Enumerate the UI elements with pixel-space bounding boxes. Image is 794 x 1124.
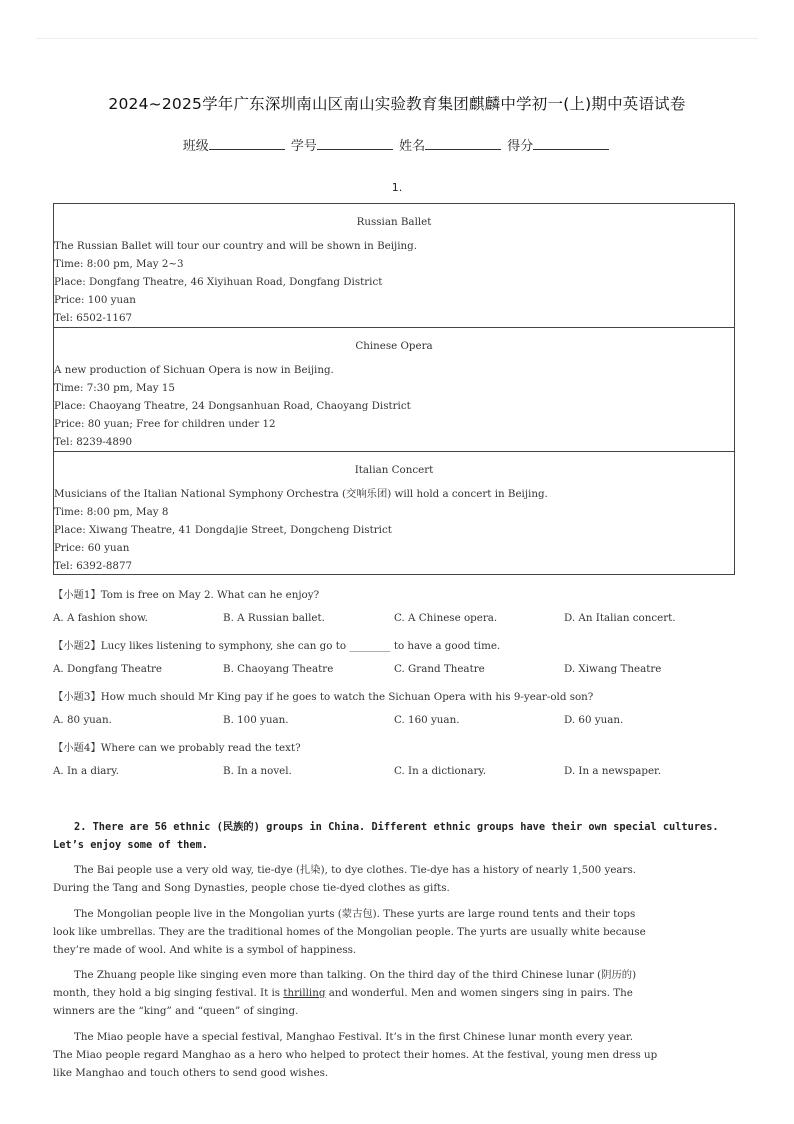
passage-paragraph-mongolian (53, 905, 741, 959)
ad-line: Place: Dongfang Theatre, 46 Xiyihuan Road, Dongfang District (54, 276, 383, 288)
passage-text: and wonderful. Men and women singers sing in pairs. The (325, 987, 633, 999)
subquestion-1-stem: 【小题1】Tom is free on May 2. What can he enjoy? (53, 589, 320, 601)
class-label: 班级 (182, 139, 209, 154)
ad-line: Price: 80 yuan; Free for children under 12 (54, 418, 276, 430)
question-2-header (53, 818, 743, 854)
question-2-header-line: 2. There are 56 ethnic (民族的) groups in China. Different ethnic groups have their own special cultures. (74, 821, 719, 833)
ad-line: The Russian Ballet will tour our country and will be shown in Beijing. (54, 240, 418, 252)
ad-line: Place: Chaoyang Theatre, 24 Dongsanhuan Road, Chaoyang District (54, 400, 411, 412)
ad-russian-ballet (54, 204, 735, 328)
passage-line (53, 984, 741, 1002)
passage-line: The Zhuang people like singing even more than talking. On the third day of the third Chinese lunar (阴历的) (74, 969, 637, 981)
passage-line: The Miao people have a special festival, Manghao Festival. It’s in the first Chinese lunar month every year. (74, 1031, 633, 1043)
passage-text: month, they hold a big singing festival. It is (53, 987, 284, 999)
ad-title: Russian Ballet (356, 216, 432, 228)
subquestion-3-option-d[interactable]: D. 60 yuan. (564, 714, 624, 726)
subquestion-2-option-c[interactable]: C. Grand Theatre (394, 663, 485, 675)
student-id-blank[interactable] (317, 137, 393, 150)
subquestion-3-stem: 【小题3】How much should Mr King pay if he goes to watch the Sichuan Opera with his 9-year-old son? (53, 691, 594, 703)
ad-chinese-opera (54, 328, 735, 452)
subquestion-1-option-c[interactable]: C. A Chinese opera. (394, 612, 498, 624)
ad-line: Tel: 8239-4890 (54, 436, 133, 448)
subquestion-4-stem: 【小题4】Where can we probably read the text? (53, 742, 301, 754)
passage-line: look like umbrellas. They are the traditional homes of the Mongolian people. The yurts are usually white because (53, 926, 646, 938)
subquestion-1-option-d[interactable]: D. An Italian concert. (564, 612, 676, 624)
passage-line: winners are the “king” and “queen” of singing. (53, 1005, 299, 1017)
passage-line: they’re made of wool. And white is a symbol of happiness. (53, 944, 357, 956)
subquestion-4-option-d[interactable]: D. In a newspaper. (564, 765, 662, 777)
subquestion-4-option-c[interactable]: C. In a dictionary. (394, 765, 487, 777)
ad-title: Chinese Opera (355, 340, 433, 352)
name-label: 姓名 (399, 139, 426, 154)
ads-table (53, 203, 735, 575)
subquestion-3-option-a[interactable]: A. 80 yuan. (53, 714, 112, 726)
student-info-line (0, 135, 794, 154)
question-1-number: 1. (391, 181, 403, 194)
subquestion-1-option-a[interactable]: A. A fashion show. (53, 612, 148, 624)
passage-line: The Bai people use a very old way, tie-dye (扎染), to dye clothes. Tie-dye has a history of nearly 1,500 years. (74, 864, 637, 876)
question-2-header-line: Let’s enjoy some of them. (53, 839, 208, 851)
passage-paragraph-miao (53, 1028, 741, 1082)
ad-line: Time: 7:30 pm, May 15 (54, 382, 175, 394)
underlined-word: thrilling (283, 987, 326, 999)
ad-line: Tel: 6502-1167 (54, 312, 133, 324)
ad-line: Price: 60 yuan (54, 542, 130, 554)
subquestion-4-option-b[interactable]: B. In a novel. (223, 765, 292, 777)
subquestion-2-option-d[interactable]: D. Xiwang Theatre (564, 663, 662, 675)
ad-italian-concert (54, 452, 735, 575)
subquestion-2-option-b[interactable]: B. Chaoyang Theatre (223, 663, 334, 675)
ad-title: Italian Concert (354, 464, 434, 476)
subquestion-4-option-a[interactable]: A. In a diary. (53, 765, 120, 777)
score-label: 得分 (507, 139, 534, 154)
passage-paragraph-zhuang (53, 966, 741, 1020)
subquestion-2-option-a[interactable]: A. Dongfang Theatre (53, 663, 162, 675)
subquestion-1-option-b[interactable]: B. A Russian ballet. (223, 612, 325, 624)
ad-line: Tel: 6392-8877 (54, 560, 133, 572)
ad-line: Price: 100 yuan (54, 294, 136, 306)
score-blank[interactable] (533, 137, 609, 150)
passage-line: During the Tang and Song Dynasties, people chose tie-dyed clothes as gifts. (53, 882, 450, 894)
class-blank[interactable] (209, 137, 285, 150)
ad-line: Time: 8:00 pm, May 8 (54, 506, 169, 518)
passage-paragraph-bai (53, 861, 741, 897)
subquestion-3-option-c[interactable]: C. 160 yuan. (394, 714, 460, 726)
passage-line: The Mongolian people live in the Mongolian yurts (蒙古包). These yurts are large round tents and their tops (74, 908, 636, 920)
passage-line: like Manghao and touch others to send good wishes. (53, 1067, 329, 1079)
ad-line: A new production of Sichuan Opera is now in Beijing. (54, 364, 334, 376)
subquestion-2-stem: 【小题2】Lucy likes listening to symphony, she can go to ________ to have a good time. (53, 640, 501, 652)
passage-line: The Miao people regard Manghao as a hero who helped to protect their homes. At the festival, young men dress up (53, 1049, 658, 1061)
ad-line: Musicians of the Italian National Symphony Orchestra (交响乐团) will hold a concert in Beijing. (54, 488, 548, 500)
subquestion-3-option-b[interactable]: B. 100 yuan. (223, 714, 289, 726)
student-id-label: 学号 (290, 139, 317, 154)
ad-line: Place: Xiwang Theatre, 41 Dongdajie Street, Dongcheng District (54, 524, 392, 536)
header-divider (36, 38, 758, 39)
ad-line: Time: 8:00 pm, May 2~3 (54, 258, 184, 270)
exam-title: 2024~2025学年广东深圳南山区南山实验教育集团麒麟中学初一(上)期中英语试卷 (108, 95, 686, 113)
name-blank[interactable] (425, 137, 501, 150)
